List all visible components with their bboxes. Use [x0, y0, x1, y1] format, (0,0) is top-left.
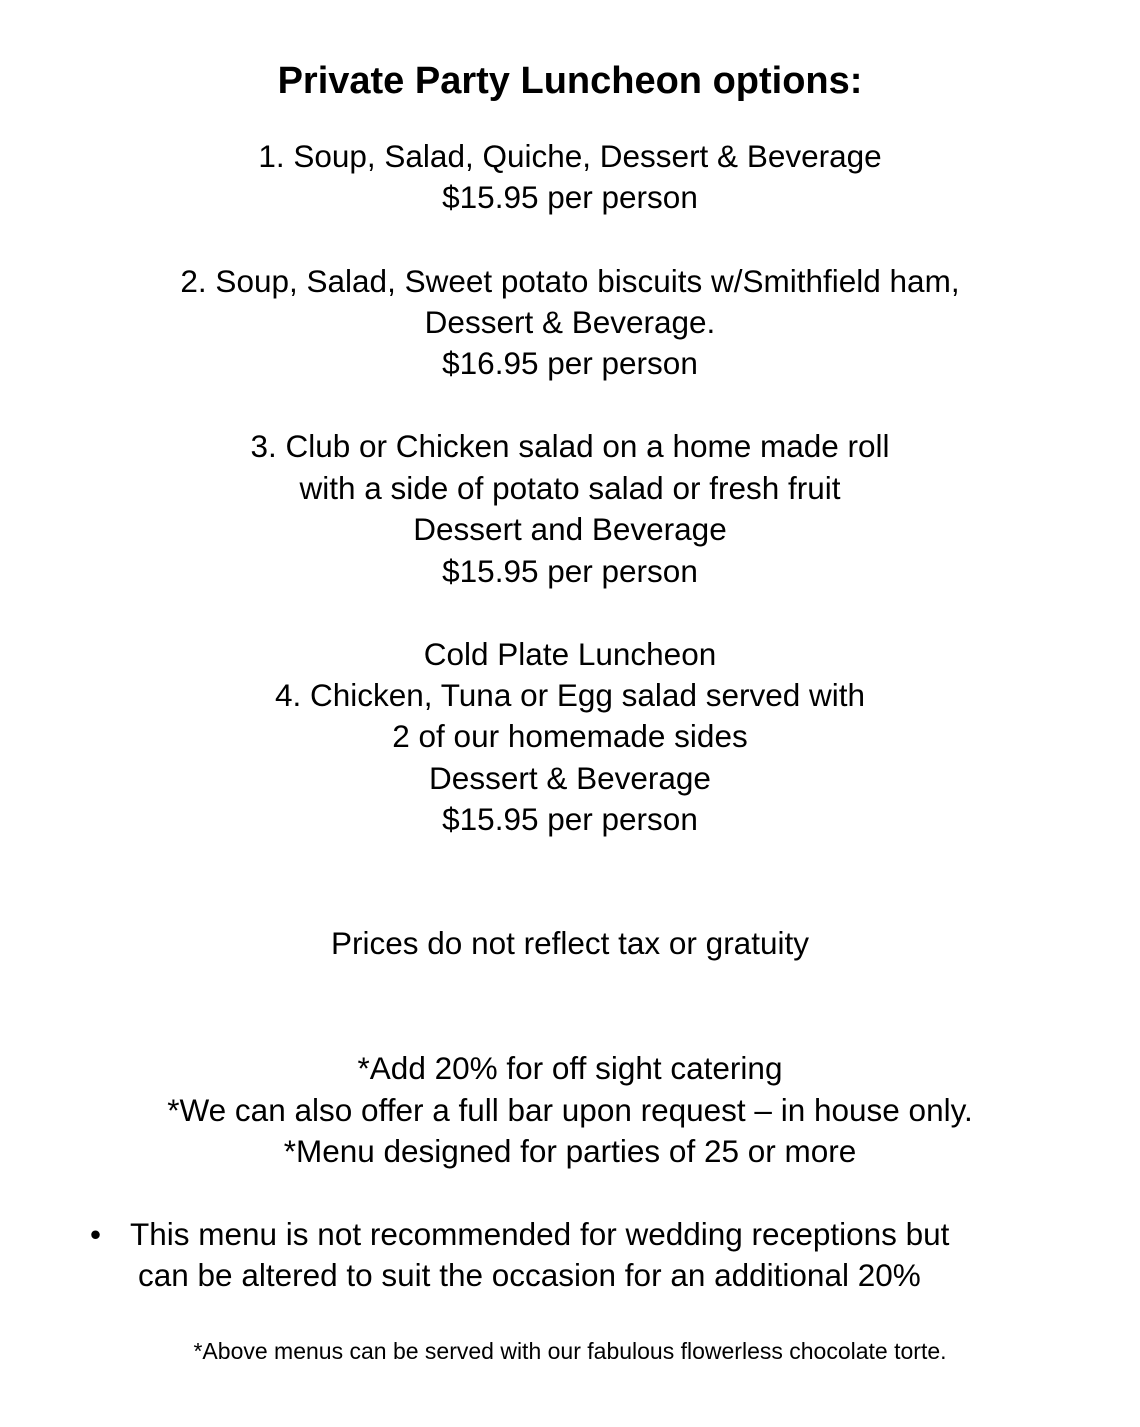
option-2-description-line-1: 2. Soup, Salad, Sweet potato biscuits w/Smithfield ham,	[180, 263, 960, 299]
option-2-description-line-2: Dessert & Beverage.	[424, 304, 716, 340]
option-4-description-line-3: Dessert & Beverage	[429, 760, 711, 796]
torte-footnote: *Above menus can be served with our fabulous flowerless chocolate torte.	[193, 1338, 947, 1364]
note-party-size: *Menu designed for parties of 25 or more	[283, 1133, 857, 1169]
option-2-price: $16.95 per person	[442, 345, 698, 381]
option-3-price: $15.95 per person	[442, 553, 698, 589]
cold-plate-heading: Cold Plate Luncheon	[423, 636, 717, 672]
option-4-price: $15.95 per person	[442, 801, 698, 837]
wedding-notice-line-2: can be altered to suit the occasion for an additional 20%	[138, 1257, 921, 1293]
note-catering: *Add 20% for off sight catering	[357, 1050, 783, 1086]
option-4-description-line-2: 2 of our homemade sides	[392, 718, 748, 754]
tax-note: Prices do not reflect tax or gratuity	[331, 925, 809, 961]
option-1-price: $15.95 per person	[442, 179, 698, 215]
option-4-description-line-1: 4. Chicken, Tuna or Egg salad served with	[274, 677, 866, 713]
option-3-description-line-2: with a side of potato salad or fresh fruit	[299, 470, 841, 506]
option-1-description: 1. Soup, Salad, Quiche, Dessert & Beverage	[258, 138, 882, 174]
bullet-icon: •	[90, 1216, 102, 1252]
wedding-notice-line-1: This menu is not recommended for wedding receptions but	[130, 1216, 950, 1252]
option-3-description-line-3: Dessert and Beverage	[413, 511, 727, 547]
page-title: Private Party Luncheon options:	[277, 60, 863, 102]
note-full-bar: *We can also offer a full bar upon request – in house only.	[167, 1092, 973, 1128]
option-3-description-line-1: 3. Club or Chicken salad on a home made roll	[250, 428, 890, 464]
